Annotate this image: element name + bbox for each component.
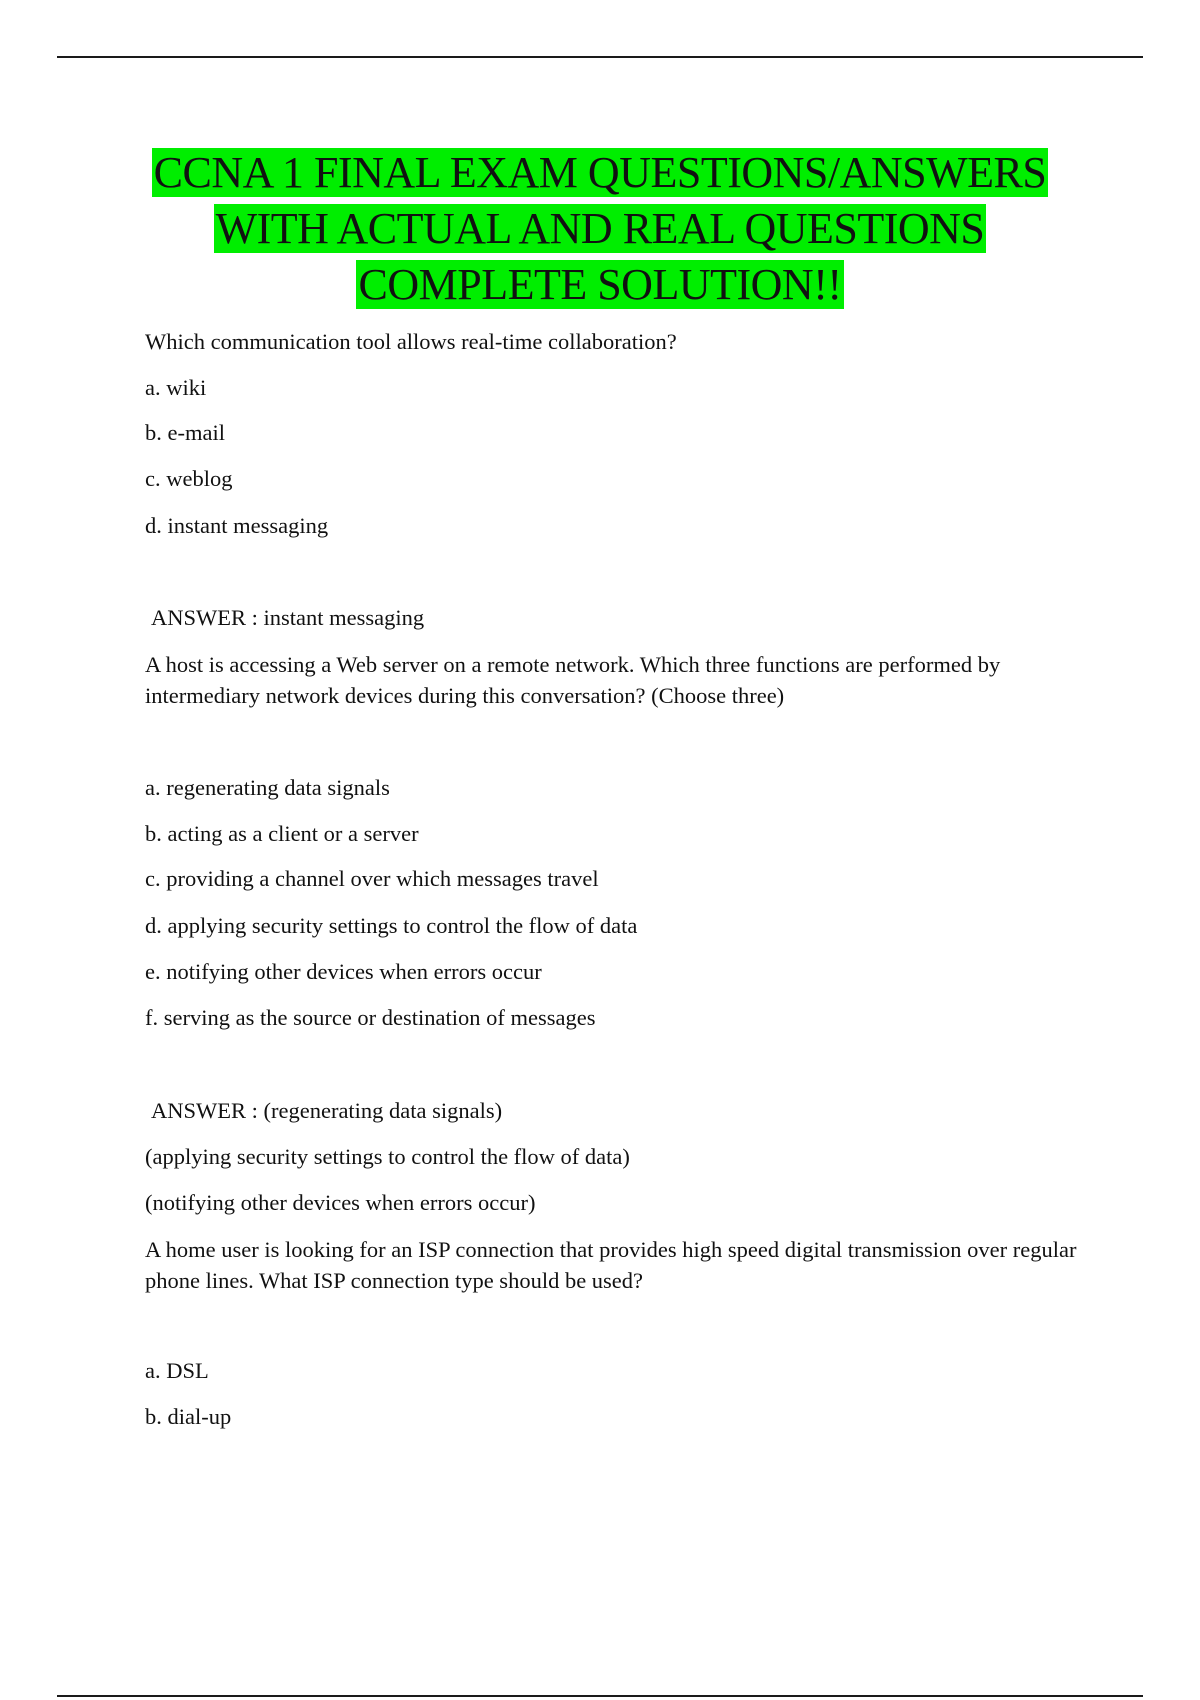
question-1-option-d: d. instant messaging	[145, 513, 329, 538]
top-rule	[57, 56, 1143, 58]
question-2-text: A host is accessing a Web server on a remote network. Which three functions are performed by intermediary network devices during this conversation? (Choose three)	[145, 652, 1001, 708]
question-2-option-d: d. applying security settings to control the flow of data	[145, 913, 638, 938]
question-2-option-e: e. notifying other devices when errors occur	[145, 959, 542, 984]
question-2-answer-line-2: (applying security settings to control the flow of data)	[145, 1144, 630, 1169]
title-line-3: COMPLETE SOLUTION!!	[358, 260, 842, 309]
document-title	[100, 145, 1100, 313]
title-line-1: CCNA 1 FINAL EXAM QUESTIONS/ANSWERS	[153, 148, 1047, 197]
question-1-text: Which communication tool allows real-time collaboration?	[145, 329, 677, 354]
question-3-text: A home user is looking for an ISP connection that provides high speed digital transmission over regular phone lines. What ISP connection type should be used?	[145, 1237, 1077, 1293]
question-2-option-a: a. regenerating data signals	[145, 775, 390, 800]
question-2-option-b: b. acting as a client or a server	[145, 821, 419, 846]
question-2-answer-line-1: ANSWER : (regenerating data signals)	[151, 1098, 503, 1123]
question-2-answer-line-3: (notifying other devices when errors occur)	[145, 1190, 536, 1215]
question-3-option-b: b. dial-up	[145, 1404, 232, 1429]
question-2-option-f: f. serving as the source or destination of messages	[145, 1005, 596, 1030]
question-3-option-a: a. DSL	[145, 1358, 209, 1383]
question-1-answer: ANSWER : instant messaging	[151, 605, 425, 630]
title-line-2: WITH ACTUAL AND REAL QUESTIONS	[215, 204, 985, 253]
bottom-rule	[57, 1695, 1143, 1697]
question-1-option-c: c. weblog	[145, 466, 233, 491]
question-1-option-a: a. wiki	[145, 375, 207, 400]
question-1-option-b: b. e-mail	[145, 420, 225, 445]
question-2-option-c: c. providing a channel over which messages travel	[145, 866, 599, 891]
